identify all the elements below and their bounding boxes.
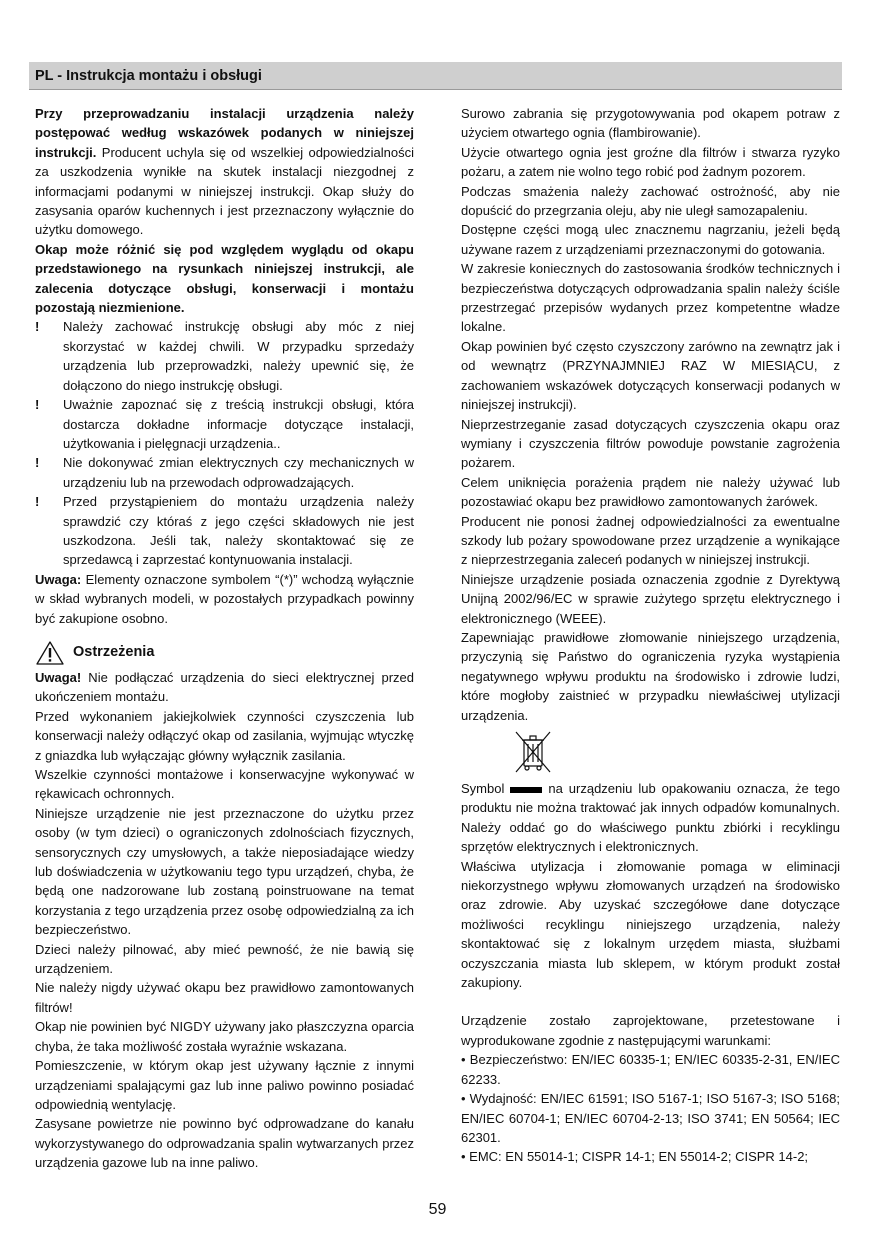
section-title: PL - Instrukcja montażu i obsługi bbox=[35, 68, 262, 84]
body-paragraph: Podczas smażenia należy zachować ostrożność, aby nie dopuścić do przegrzania oleju, aby nie uległ samozapaleniu. bbox=[461, 183, 840, 219]
bullet-text: Nie dokonywać zmian elektrycznych czy mechanicznych w urządzeniu lub na przewodach odprowadzających. bbox=[63, 455, 414, 490]
symbol-paragraph bbox=[461, 779, 840, 857]
body-paragraph: Przed wykonaniem jakiejkolwiek czynności czyszczenia lub konserwacji należy odłączyć okap od zasilania, wyjmując wtyczkę z gniazdka lub wyłączając główny wyłącznik zasilania. bbox=[35, 708, 414, 763]
standard-item: • Wydajność: EN/IEC 61591; ISO 5167-1; ISO 5167-3; ISO 5168; EN/IEC 60704-1; EN/IEC 60704-2-13; ISO 3741; EN 50564; IEC 62301. bbox=[461, 1091, 840, 1145]
exclamation-mark: ! bbox=[35, 397, 40, 413]
left-column bbox=[35, 104, 414, 1173]
warning-paragraph bbox=[35, 668, 414, 707]
intro-paragraph bbox=[35, 104, 414, 240]
bullet-text: Uważnie zapoznać się z treścią instrukcji obsługi, która dostarcza dokładne informacje dotyczące instalacji, użytkowania i pielęgnacji urządzenia.. bbox=[63, 397, 414, 451]
symbol-text: na urządzeniu lub opakowaniu oznacza, że tego produktu nie można traktować jak innych odpadów komunalnych. Należy oddać go do właściwego punktu zbiórki i recyklingu sprzętów elektrycznych i elektronicznych. bbox=[461, 781, 840, 855]
exclamation-mark: ! bbox=[35, 455, 40, 471]
body-paragraph: Okap nie powinien być NIGDY używany jako płaszczyzna oparcia chyba, że taka możliwość została wyraźnie wskazana. bbox=[35, 1019, 414, 1054]
appearance-note: Okap może różnić się pod względem wyglądu od okapu przedstawionego na rysunkach niniejszej instrukcji, ale zalecenia dotyczące obsługi, konserwacji i montażu pozostają niezmienione. bbox=[35, 241, 414, 316]
warnings-heading bbox=[35, 640, 414, 666]
note-label: Uwaga: bbox=[35, 571, 82, 587]
weee-bin-icon bbox=[513, 729, 840, 775]
body-paragraph: Niniejsze urządzenie posiada oznaczenia zgodnie z Dyrektywą Unijną 2002/96/EC w sprawie zużytego sprzętu elektrycznego i elektronicznego (WEEE). bbox=[461, 571, 840, 626]
symbol-label: Symbol bbox=[461, 781, 505, 796]
standard-item: • EMC: EN 55014-1; CISPR 14-1; EN 55014-2; CISPR 14-2; bbox=[461, 1149, 809, 1165]
body-paragraph: Producent nie ponosi żadnej odpowiedzialności za ewentualne szkody lub pożary spowodowane przez urządzenie a wynikające z nieprzestrzegania zaleceń podanych w niniejszej instrukcji. bbox=[461, 513, 840, 568]
page-number: 59 bbox=[428, 1201, 447, 1218]
note-paragraph bbox=[35, 570, 414, 628]
intro-bold: Przy przeprowadzaniu instalacji urządzenia należy postępować według wskazówek podanych w niniejszej instrukcji. bbox=[35, 106, 414, 160]
body-paragraph: Nieprzestrzeganie zasad dotyczących czyszczenia okapu oraz wymiany i czyszczenia filtrów powoduje powstanie zagrożenia pożarem. bbox=[461, 416, 840, 471]
bullet-text: Przed przystąpieniem do montażu urządzenia należy sprawdzić czy któraś z jego części składowych nie jest uszkodzona. Jeśli tak, należy skontaktować się ze sprzedawcą i zaprzestać kontynuowania instalacji. bbox=[63, 494, 414, 568]
warning-text: Nie podłączać urządzenia do sieci elektrycznej przed ukończeniem montażu. bbox=[35, 669, 414, 705]
standard-item: • Bezpieczeństwo: EN/IEC 60335-1; EN/IEC 60335-2-31, EN/IEC 62233. bbox=[461, 1052, 840, 1087]
body-paragraph: Celem uniknięcia porażenia prądem nie należy używać lub pozostawiać okapu bez prawidłowo zamontowanych żarówek. bbox=[461, 474, 840, 510]
body-paragraph: Zasysane powietrze nie powinno być odprowadzane do kanału wykorzystywanego do odprowadzania spalin wytwarzanych przez urządzenia gazowe lub na inne paliwo. bbox=[35, 1116, 414, 1171]
bullet-text: Należy zachować instrukcję obsługi aby móc z niej skorzystać w każdej chwili. W przypadku sprzedaży urządzenia lub przeprowadzki, należy upewnić się, że dołączono do niego instrukcję obsługi. bbox=[63, 319, 414, 393]
bullet-item bbox=[35, 317, 414, 395]
exclamation-mark: ! bbox=[35, 494, 40, 510]
body-paragraph: Dostępne części mogą ulec znacznemu nagrzaniu, jeżeli będą używane razem z urządzeniami przeznaczonymi do gotowania. bbox=[461, 222, 840, 257]
bullet-item bbox=[35, 492, 414, 570]
bullet-item bbox=[35, 395, 414, 453]
body-paragraph: Dzieci należy pilnować, aby mieć pewność, że nie bawią się urządzeniem. bbox=[35, 941, 414, 977]
warning-triangle-icon bbox=[35, 640, 65, 666]
right-column bbox=[461, 104, 840, 1167]
disposal-paragraph: Właściwa utylizacja i złomowanie pomaga w eliminacji niekorzystnego wpływu złomowanych urządzeń na środowisko oraz zdrowie. Aby uzyskać szczegółowe dane dotyczące możliwości recyklingu niniejszego urządzenia, należy skontaktować się z lokalnym urzędem miasta, służbami oczyszczania miasta lub sklepem, w którym produkt został zakupiony. bbox=[461, 858, 840, 991]
standards-intro: Urządzenie zostało zaprojektowane, przetestowane i wyprodukowane zgodnie z następującymi warunkami: bbox=[461, 1013, 840, 1048]
crossed-bin-icon bbox=[513, 729, 553, 775]
body-paragraph: Okap powinien być często czyszczony zarówno na zewnątrz jak i od wewnątrz (PRZYNAJMNIEJ RAZ W MIESIĄCU, z zachowaniem wskazówek dotyczących konserwacji podanych w niniejszej instrukcji). bbox=[461, 338, 840, 413]
body-paragraph: Niniejsze urządzenie nie jest przeznaczone do użytku przez osoby (w tym dzieci) o ograniczonych zdolnościach fizycznych, sensorycznych czy umysłowych, a także nieposiadające wiedzy lub doświadczenia w użytkowaniu tego typu urządzeń, chyba, że będą one nadzorowane lub zostaną poinstruowane na temat korzystania z tego urządzenia przez osobę odpowiedzialną za ich bezpieczeństwo. bbox=[35, 805, 414, 938]
body-paragraph: Pomieszczenie, w którym okap jest używany łącznie z innymi urządzeniami spalającymi gaz lub inne paliwo powinno posiadać odpowiednią wentylację. bbox=[35, 1058, 414, 1112]
exclamation-mark: ! bbox=[35, 319, 40, 335]
black-bar-symbol bbox=[510, 787, 542, 793]
bullet-item bbox=[35, 453, 414, 492]
intro-rest: Producent uchyla się od wszelkiej odpowiedzialności za uszkodzenia wynikłe na skutek instalacji niezgodnej z informacjami podanymi w niniejszej instrukcji. Okap służy do zasysania oparów kuchennych i jest przeznaczony wyłącznie do użytku domowego. bbox=[35, 144, 414, 238]
body-paragraph: W zakresie koniecznych do zastosowania środków technicznych i bezpieczeństwa dotyczących odprowadzania spalin należy ściśle przestrzegać przepisów wydanych przez kompetentne władze lokalne. bbox=[461, 261, 840, 335]
section-header bbox=[29, 62, 842, 90]
warning-label: Uwaga! bbox=[35, 669, 82, 685]
body-paragraph: Surowo zabrania się przygotowywania pod okapem potraw z użyciem otwartego ognia (flambirowanie). bbox=[461, 106, 840, 141]
note-text: Elementy oznaczone symbolem “(*)” wchodzą wyłącznie w skład wybranych modeli, w pozostałych przypadkach powinny być zakupione osobno. bbox=[35, 571, 414, 626]
body-paragraph: Nie należy nigdy używać okapu bez prawidłowo zamontowanych filtrów! bbox=[35, 980, 414, 1015]
body-paragraph: Użycie otwartego ognia jest groźne dla filtrów i stwarza ryzyko pożaru, a zatem nie wolno tego robić pod żadnym pozorem. bbox=[461, 144, 840, 180]
body-paragraph: Wszelkie czynności montażowe i konserwacyjne wykonywać w rękawicach ochronnych. bbox=[35, 767, 414, 802]
warnings-title: Ostrzeżenia bbox=[73, 644, 155, 661]
body-paragraph: Zapewniając prawidłowe złomowanie niniejszego urządzenia, przyczynią się Państwo do ograniczenia ryzyka wystąpienia negatywnego wpływu produktu na środowisko i zdrowie ludzi, które mogłoby zaistnieć w przypadku niewłaściwej utylizacji urządzenia. bbox=[461, 629, 840, 723]
